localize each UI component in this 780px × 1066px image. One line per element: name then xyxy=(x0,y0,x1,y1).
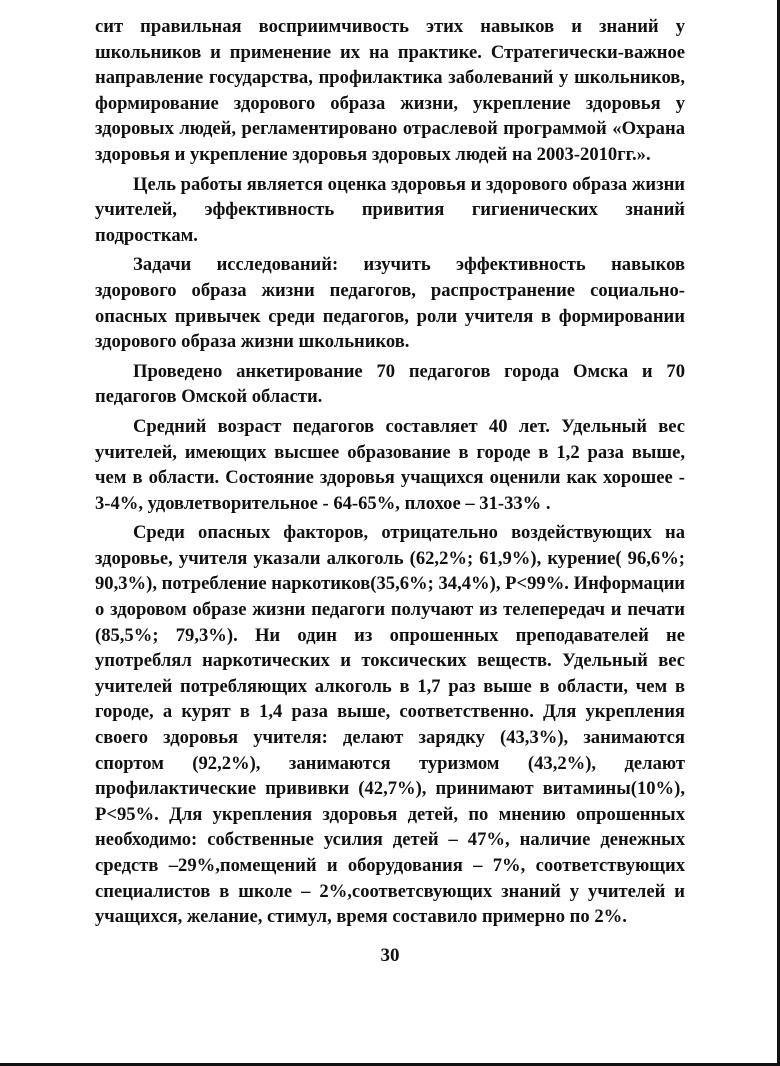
page-number: 30 xyxy=(380,945,400,966)
paragraph-tasks: Задачи исследований: изучить эффективность навыков здорового образа жизни педагогов, распространение социально-опасных привычек среди педагогов, роли учителя в формировании здорового образа жизни школьников. xyxy=(95,254,685,353)
paragraph-survey: Проведено анкетирование 70 педагогов города Омска и 70 педагогов Омской области. xyxy=(95,360,685,408)
paragraph-risk-factors: Среди опасных факторов, отрицательно воздействующих на здоровье, учителя указали алкоголь (62,2%; 61,9%), курение( 96,6%; 90,3%), потребление наркотиков(35,6%; 34,4%), Р<99%. Информации о здоровом образе жизни педагоги получают из телепередач и печати (85,5%; 79,3%). Ни один из опрошенных преподавателей не употреблял наркотических и токсических веществ. Удельный вес учителей потребляющих алкоголь в 1,7 раз выше в области, чем в городе, а курят в 1,4 раза выше, соответственно. Для укрепления своего здоровья учителя: делают зарядку (43,3%), занимаются спортом (92,2%), занимаются туризмом (43,2%), делают профилактические прививки (42,7%), принимают витамины(10%), Р<95%. Для укрепления здоровья детей, по мнению опрошенных необходимо: собственные усилия детей – 47%, наличие денежных средств –29%,помещений и оборудования – 7%, соответствующих специалистов в школе – 2%,соответсвующих знаний у учителей и учащихся, желание, стимул, время составило примерно по 2%. xyxy=(95,522,685,928)
paragraph-average-age: Средний возраст педагогов составляет 40 лет. Удельный вес учителей, имеющих высшее образование в городе в 1,2 раза выше, чем в области. Состояние здоровья учащихся оценили как хорошее - 3-4%, удовлетворительное - 64-65%, плохое – 31-33% . xyxy=(95,415,685,514)
paragraph-continuation: сит правильная восприимчивость этих навыков и знаний у школьников и применение их на практике. Стратегически-важное направление государства, профилактика заболеваний у школьников, формирование здорового образа жизни, укрепление здоровья у здоровых людей, регламентировано отраслевой программой «Охрана здоровья и укрепление здоровья здоровых людей на 2003-2010гг.». xyxy=(95,16,685,165)
paragraph-goal: Цель работы является оценка здоровья и здорового образа жизни учителей, эффективность привития гигиенических знаний подросткам. xyxy=(95,173,685,246)
body-text xyxy=(95,14,685,930)
